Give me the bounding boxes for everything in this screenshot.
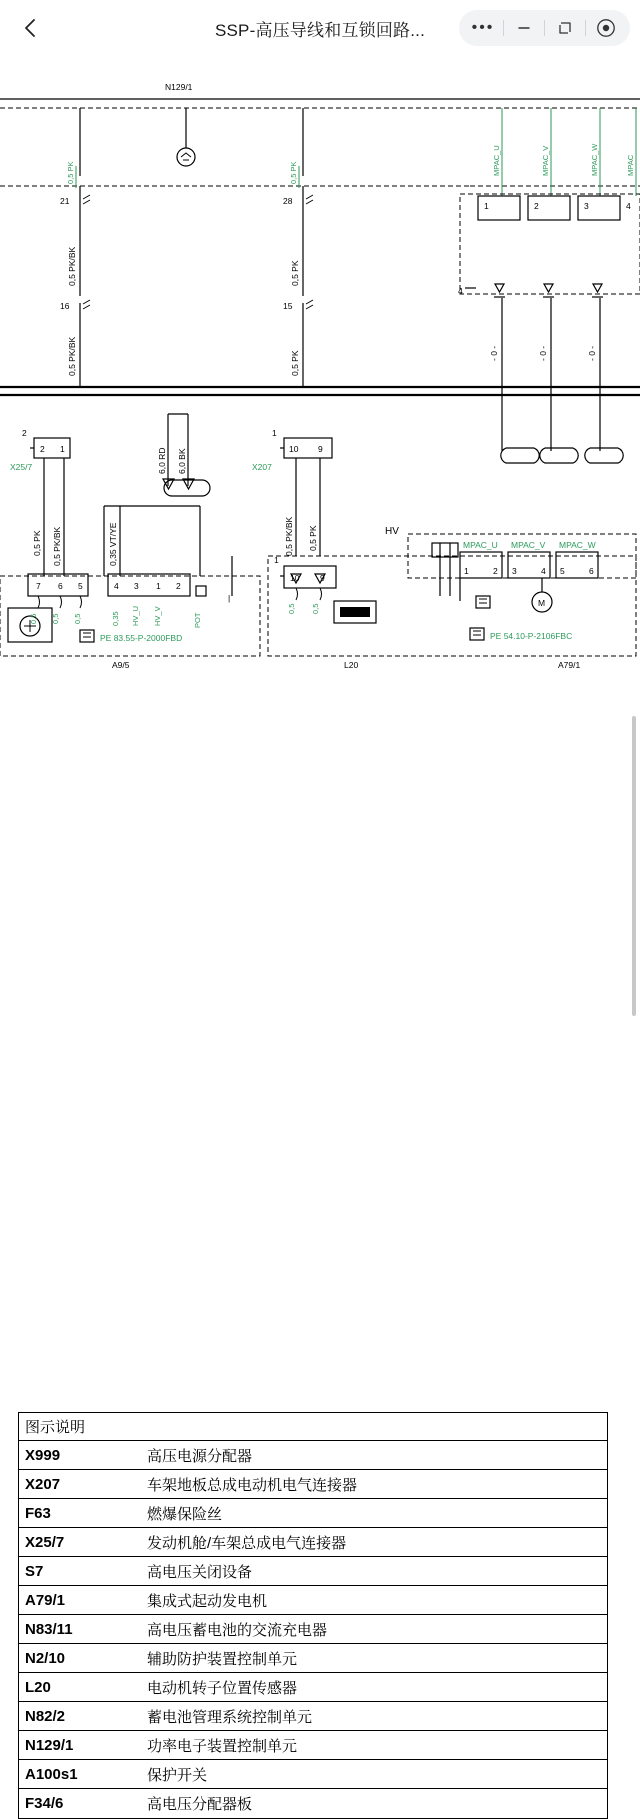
svg-text:1: 1 [274, 555, 279, 565]
svg-text:0,5: 0,5 [311, 603, 320, 614]
legend-desc: 高电压蓄电池的交流充电器 [147, 1621, 328, 1639]
table-row [19, 1644, 607, 1673]
table-row [19, 1557, 607, 1586]
wire-label-05pk-2: 0,5 PK [290, 350, 300, 376]
legend-title: 图示说明 [19, 1413, 607, 1441]
svg-text:|: | [228, 593, 231, 603]
legend-code: N82/2 [25, 1707, 66, 1725]
block-label-l20: L20 [344, 660, 359, 670]
legend-desc: 车架地板总成电动机电气连接器 [147, 1476, 358, 1494]
legend-code: N129/1 [25, 1736, 74, 1754]
svg-text:9: 9 [318, 444, 323, 454]
back-button[interactable] [8, 5, 54, 51]
table-row [19, 1673, 607, 1702]
block-label-a79-1: A79/1 [558, 660, 581, 670]
phase-box-v: MPAC_V [511, 540, 546, 550]
svg-text:0,35: 0,35 [111, 611, 120, 626]
pin-1-mid: 1 [272, 428, 277, 438]
svg-text:6: 6 [58, 581, 63, 591]
svg-text:0,5: 0,5 [73, 613, 82, 624]
svg-text:1: 1 [484, 201, 489, 211]
svg-text:0,5: 0,5 [29, 613, 38, 624]
table-row [19, 1586, 607, 1615]
ground-label-1: - 0 - [489, 345, 499, 361]
svg-text:4: 4 [458, 286, 463, 296]
svg-text:2: 2 [534, 201, 539, 211]
legend-panel[interactable] [0, 700, 640, 1813]
svg-text:HV_U: HV_U [131, 605, 140, 626]
svg-text:4: 4 [114, 581, 119, 591]
legend-table [18, 1412, 608, 1819]
svg-text:9: 9 [320, 573, 325, 583]
table-row [19, 1760, 607, 1789]
legend-code: A100s1 [25, 1765, 78, 1783]
svg-text:3: 3 [584, 201, 589, 211]
page-title: SSP-高压导线和互锁回路... [214, 20, 426, 40]
legend-code: N83/11 [25, 1620, 73, 1638]
restore-button[interactable] [545, 12, 585, 44]
svg-text:3: 3 [512, 566, 517, 576]
wire-label-05pk-1: 0,5 PK [290, 260, 300, 286]
legend-desc: 高压电源分配器 [147, 1447, 253, 1465]
phase-label-x: MPAC [626, 154, 635, 176]
legend-desc: 蓄电池管理系统控制单元 [147, 1708, 313, 1726]
pin-2-left: 2 [22, 428, 27, 438]
legend-code: L20 [25, 1678, 51, 1696]
legend-desc: 发动机舱/车架总成电气连接器 [147, 1534, 347, 1552]
svg-text:0,5: 0,5 [51, 613, 60, 624]
table-row [19, 1528, 607, 1557]
table-row [19, 1499, 607, 1528]
svg-text:0,5 PK: 0,5 PK [32, 530, 42, 556]
svg-text:POT: POT [193, 612, 202, 628]
more-dots-icon: ••• [471, 19, 495, 36]
legend-desc: 电动机转子位置传感器 [147, 1679, 298, 1697]
svg-text:3: 3 [134, 581, 139, 591]
minimize-button[interactable] [504, 12, 544, 44]
svg-text:1: 1 [464, 566, 469, 576]
svg-text:5: 5 [78, 581, 83, 591]
legend-desc: 保护开关 [147, 1766, 208, 1784]
label-x25-7: X25/7 [10, 462, 33, 472]
phase-box-w: MPAC_W [559, 540, 596, 550]
table-row [19, 1615, 607, 1644]
legend-desc: 集成式起动发电机 [147, 1592, 268, 1610]
pin-28: 28 [283, 196, 293, 206]
wire-label-035vtye: 0,35 VT/YE [108, 522, 118, 566]
legend-desc: 辅助防护装置控制单元 [147, 1650, 298, 1668]
svg-text:0,5 PK/BK: 0,5 PK/BK [52, 526, 62, 566]
wire-label-05pkbk-2: 0,5 PK/BK [67, 336, 77, 376]
legend-desc: 高电压分配器板 [147, 1796, 253, 1813]
minimize-icon [516, 20, 532, 36]
label-x207: X207 [252, 462, 272, 472]
phase-label-v: MPAC_V [541, 145, 550, 176]
svg-text:6: 6 [589, 566, 594, 576]
ground-label-2: - 0 - [538, 345, 548, 361]
table-row [19, 1441, 607, 1470]
label-hv: HV [385, 526, 399, 537]
legend-desc: 燃爆保险丝 [147, 1505, 223, 1523]
pin-15: 15 [283, 301, 293, 311]
ground-label-3: - 0 - [587, 345, 597, 361]
legend-desc: 功率电子装置控制单元 [147, 1737, 298, 1755]
diagram-label-n129-1: N129/1 [165, 82, 193, 92]
phase-box-u: MPAC_U [463, 540, 498, 550]
svg-text:10: 10 [290, 573, 300, 583]
table-row [19, 1789, 607, 1818]
wire-label-60rd: 6,0 RD [157, 447, 167, 474]
svg-text:HV_V: HV_V [153, 606, 162, 626]
svg-text:1: 1 [156, 581, 161, 591]
legend-desc: 高电压关闭设备 [147, 1563, 253, 1581]
legend-code: X999 [25, 1446, 61, 1464]
restore-window-icon [557, 20, 573, 36]
svg-text:0,5 PK: 0,5 PK [66, 161, 75, 184]
phase-label-w: MPAC_W [590, 143, 599, 176]
svg-text:10: 10 [289, 444, 299, 454]
pin-21: 21 [60, 196, 70, 206]
svg-text:0,5 PK/BK: 0,5 PK/BK [284, 516, 294, 556]
svg-text:4: 4 [541, 566, 546, 576]
table-row [19, 1702, 607, 1731]
svg-text:4: 4 [626, 201, 631, 211]
svg-text:PE 83.55-P-2000FBD: PE 83.55-P-2000FBD [100, 633, 183, 643]
wiring-diagram[interactable] [0, 56, 640, 696]
svg-text:7: 7 [36, 581, 41, 591]
legend-code: S7 [25, 1562, 44, 1580]
wire-label-05pkbk-1: 0,5 PK/BK [67, 246, 77, 286]
svg-text:2: 2 [493, 566, 498, 576]
pin-16: 16 [60, 301, 70, 311]
svg-text:2: 2 [176, 581, 181, 591]
note-left [80, 630, 182, 643]
wire-label-60bk: 6,0 BK [177, 448, 187, 474]
title-bar [0, 0, 640, 56]
wiring-diagram-canvas [0, 56, 640, 696]
legend-code: X25/7 [25, 1533, 65, 1551]
svg-text:2: 2 [40, 444, 45, 454]
svg-text:M: M [538, 598, 546, 608]
svg-text:0,5 PK: 0,5 PK [289, 161, 298, 184]
close-button[interactable] [586, 12, 626, 44]
chevron-left-icon [19, 16, 43, 40]
phase-label-u: MPAC_U [492, 145, 501, 176]
note-right [470, 628, 572, 641]
legend-code: N2/10 [25, 1649, 66, 1667]
window-controls [459, 10, 630, 46]
svg-text:0,5: 0,5 [287, 603, 296, 614]
legend-code: X207 [25, 1475, 61, 1493]
block-label-a9-5: A9/5 [112, 660, 130, 670]
legend-code: A79/1 [25, 1591, 66, 1609]
table-row [19, 1470, 607, 1499]
table-row [19, 1731, 607, 1760]
record-circle-icon [596, 18, 616, 38]
more-options-button[interactable] [463, 12, 503, 44]
svg-text:1: 1 [60, 444, 65, 454]
svg-text:0,5 PK: 0,5 PK [308, 525, 318, 551]
svg-text:PE 54.10-P-2106FBC: PE 54.10-P-2106FBC [490, 631, 573, 641]
legend-code: F63 [25, 1504, 51, 1522]
legend-code: F34/6 [25, 1795, 64, 1812]
vertical-scrollbar[interactable] [632, 716, 636, 1016]
svg-text:5: 5 [560, 566, 565, 576]
